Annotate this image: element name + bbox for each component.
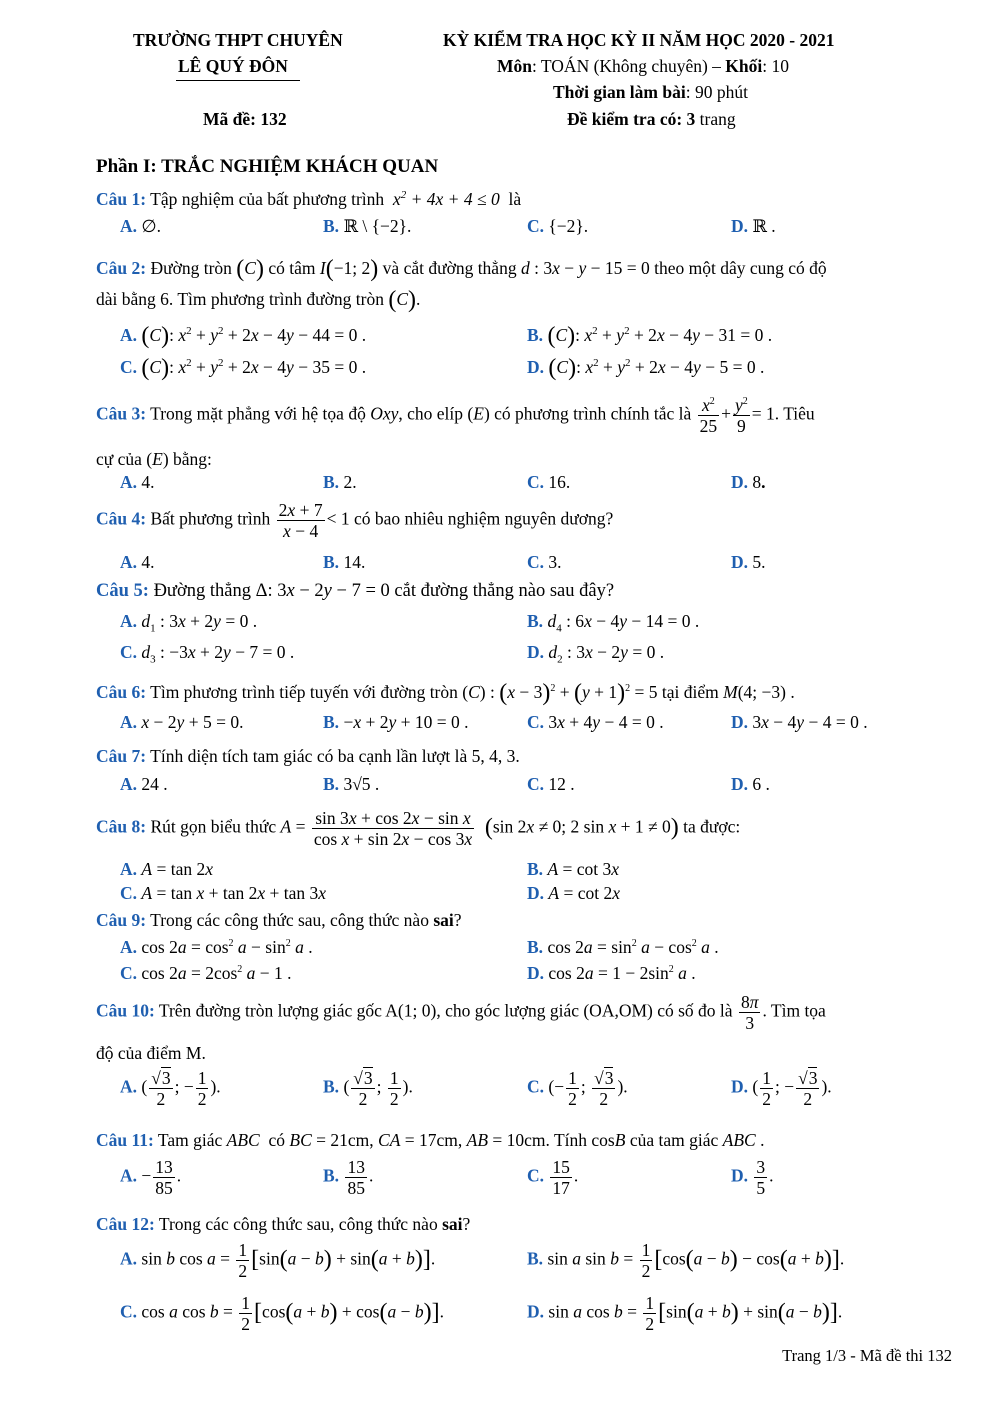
header-underline <box>176 80 300 81</box>
q2-option-c[interactable]: C. (C): $x^2 + y^2 + 2x - 4y - 35 = 0$ . <box>120 355 367 381</box>
school-name-line1: TRƯỜNG THPT CHUYÊN <box>133 30 343 50</box>
question-label: Câu 5: <box>96 581 149 601</box>
q9-option-c[interactable]: C. $\cos 2a = 2\cos^2$ a − 1 . <box>120 963 292 983</box>
q8-option-b[interactable]: B. A = cot 3x <box>527 859 620 879</box>
page-count <box>567 109 736 130</box>
question-label: Câu 6: <box>96 682 147 702</box>
page-count-label: Đề kiểm tra có: 3 <box>567 109 696 129</box>
question-label: Câu 2: <box>96 258 147 278</box>
q7-option-d[interactable]: D. 6 . <box>731 774 770 794</box>
question-5: Câu 5: Đường thẳng Δ: 3x − 2y − 7 = 0 cắt đường thẳng nào sau đây? <box>96 581 615 601</box>
question-tail: là <box>508 189 522 209</box>
q8-option-a[interactable]: A. A = tan 2x <box>120 859 213 879</box>
question-label: Câu 8: <box>96 816 147 837</box>
exam-code <box>203 109 287 130</box>
question-4: Câu 4: Bất phương trình $\frac{2x + 7}{x - 4}$ < 1 có bao nhiêu nghiệm nguyên dương? <box>96 500 614 542</box>
question-9: Câu 9: Trong các công thức sau, công thức nào sai? <box>96 910 462 930</box>
subject-line <box>497 56 789 77</box>
q5-option-a[interactable]: A. $d_1$ : 3x + 2y = 0 . <box>120 611 258 635</box>
q5-option-c[interactable]: C. $d_3$ : −3x + 2y − 7 = 0 . <box>120 642 295 666</box>
q7-option-b[interactable]: B. 3√5 . <box>323 774 380 794</box>
time-value: : 90 phút <box>685 82 748 102</box>
q3-option-c[interactable]: C. 16. <box>527 472 571 492</box>
question-6: Câu 6: Tìm phương trình tiếp tuyến với đường tròn (C) : $(x - 3)^2 + (y + 1)^2 = 5$ tại điểm M(4; −3) . <box>96 680 795 706</box>
exam-code-value: : 132 <box>250 109 287 129</box>
question-label: Câu 4: <box>96 508 147 529</box>
question-label: Câu 9: <box>96 910 147 930</box>
q3-option-b[interactable]: B. 2. <box>323 472 357 492</box>
exam-code-label: Mã đề <box>203 109 251 129</box>
q9-option-b[interactable]: B. $\cos 2a = \sin^2 a - \cos^2 a$ . <box>527 937 719 957</box>
q6-option-b[interactable]: B. −x + 2y + 10 = 0 . <box>323 712 469 732</box>
q2-option-b[interactable]: B. (C): $x^2 + y^2 + 2x - 4y - 31 = 0$ . <box>527 323 773 349</box>
question-2-cont: dài bằng 6. Tìm phương trình đường tròn (C). <box>96 287 421 313</box>
question-3: Câu 3: Trong mặt phẳng với hệ tọa độ Oxy, cho elíp (E) có phương trình chính tắc là $\frac{x^2}{25}$ + $\frac{y^2}{9}$ = 1. Tiêu <box>96 395 815 437</box>
time-label: Thời gian làm bài <box>553 82 686 102</box>
q11-option-a[interactable]: A. − $\frac{13}{85}$ . <box>120 1157 182 1199</box>
exam-title: KỲ KIỂM TRA HỌC KỲ II NĂM HỌC 2020 - 2021 <box>443 30 835 50</box>
question-label: Câu 12: <box>96 1214 155 1234</box>
time-line <box>553 82 748 103</box>
q2-option-d[interactable]: D. (C): $x^2 + y^2 + 2x - 4y - 5 = 0$ . <box>527 355 765 381</box>
q4-option-c[interactable]: C. 3. <box>527 552 562 572</box>
q11-option-c[interactable]: C. $\frac{15}{17}$ . <box>527 1157 579 1199</box>
school-name-line2: LÊ QUÝ ĐÔN <box>178 56 288 76</box>
question-10: Câu 10: Trên đường tròn lượng giác gốc A(1; 0), cho góc lượng giác (OA,OM) có số đo là $\frac{8\pi}{3}$ . Tìm tọa <box>96 992 826 1034</box>
question-label: Câu 1: <box>96 189 147 209</box>
q11-option-d[interactable]: D. $\frac{3}{5}$ . <box>731 1157 774 1199</box>
question-11: Câu 11: Tam giác ABC có BC = 21cm, CA = 17cm, AB = 10cm. Tính cosB của tam giác ABC . <box>96 1130 765 1150</box>
q6-option-d[interactable]: D. 3x − 4y − 4 = 0 . <box>731 712 868 732</box>
question-10-cont: độ của điểm M. <box>96 1043 206 1063</box>
q10-option-c[interactable]: C. (− $\frac{1}{2}$ ; $\frac{√3}{2}$ ). <box>527 1068 628 1110</box>
q7-option-a[interactable]: A. 24 . <box>120 774 168 794</box>
q9-option-a[interactable]: A. $\cos 2a = \cos^2 a - \sin^2 a$ . <box>120 937 313 957</box>
q9-option-d[interactable]: D. $\cos 2a = 1 - 2\sin^2$ a . <box>527 963 696 983</box>
q1-option-b[interactable]: B. ℝ \ {−2}. <box>323 216 412 236</box>
q12-option-d[interactable]: D. sin a cos b = $\frac{1}{2}$ [sin(a + b) + sin(a − b)]. <box>527 1293 843 1335</box>
question-label: Câu 11: <box>96 1130 154 1150</box>
question-7: Câu 7: Tính diện tích tam giác có ba cạnh lần lượt là 5, 4, 3. <box>96 746 520 766</box>
question-2: Câu 2: Đường tròn (C) có tâm I(−1; 2) và cắt đường thẳng d : 3x − y − 15 = 0 theo một dây cung có độ <box>96 256 827 282</box>
q4-option-b[interactable]: B. 14. <box>323 552 366 572</box>
question-text: Tập nghiệm của bất phương trình <box>150 189 385 209</box>
q11-option-b[interactable]: B. $\frac{13}{85}$ . <box>323 1157 374 1199</box>
q5-option-b[interactable]: B. $d_4$ : 6x − 4y − 14 = 0 . <box>527 611 700 635</box>
q10-option-a[interactable]: A. ( $\frac{√3}{2}$ ; − $\frac{1}{2}$ ). <box>120 1068 221 1110</box>
page-footer: Trang 1/3 - Mã đề thi 132 <box>782 1346 952 1365</box>
question-12: Câu 12: Trong các công thức sau, công thức nào sai? <box>96 1214 471 1234</box>
q12-option-c[interactable]: C. cos a cos b = $\frac{1}{2}$ [cos(a + b) + cos(a − b)]. <box>120 1293 444 1335</box>
q8-option-d[interactable]: D. A = cot 2x <box>527 883 620 903</box>
section-title: Phần I: TRẮC NGHIỆM KHÁCH QUAN <box>96 156 439 177</box>
q12-option-a[interactable]: A. sin b cos a = $\frac{1}{2}$ [sin(a − b) + sin(a + b)]. <box>120 1240 436 1282</box>
question-1: Câu 1: Tập nghiệm của bất phương trình $x^2 + 4x + 4 \le 0$ là <box>96 189 522 209</box>
q1-option-c[interactable]: C. {−2}. <box>527 216 589 236</box>
q3-option-d[interactable]: D. 8. <box>731 472 766 492</box>
q4-option-d[interactable]: D. 5. <box>731 552 766 572</box>
question-label: Câu 3: <box>96 403 147 424</box>
grade-label: Khối <box>725 56 763 76</box>
subject-label: Môn <box>497 56 532 76</box>
q6-option-a[interactable]: A. x − 2y + 5 = 0. <box>120 712 244 732</box>
q1-option-d[interactable]: D. ℝ . <box>731 216 776 236</box>
page-count-value: trang <box>695 109 736 129</box>
q1-option-a[interactable]: A. ∅. <box>120 216 162 236</box>
q2-option-a[interactable]: A. (C): $x^2 + y^2 + 2x - 4y - 44 = 0$ . <box>120 323 367 349</box>
q10-option-b[interactable]: B. ( $\frac{√3}{2}$ ; $\frac{1}{2}$ ). <box>323 1068 413 1110</box>
q4-option-a[interactable]: A. 4. <box>120 552 155 572</box>
q5-option-d[interactable]: D. $d_2$ : 3x − 2y = 0 . <box>527 642 665 666</box>
q8-option-c[interactable]: C. A = tan x + tan 2x + tan 3x <box>120 883 327 903</box>
q12-option-b[interactable]: B. sin a sin b = $\frac{1}{2}$ [cos(a − b) − cos(a + b)]. <box>527 1240 845 1282</box>
grade-value: : 10 <box>762 56 790 76</box>
question-label: Câu 7: <box>96 746 147 766</box>
q6-option-c[interactable]: C. 3x + 4y − 4 = 0 . <box>527 712 664 732</box>
q10-option-d[interactable]: D. ( $\frac{1}{2}$ ; − $\frac{√3}{2}$ ). <box>731 1068 832 1110</box>
question-3-cont: cự của (E) bằng: <box>96 449 212 469</box>
q3-option-a[interactable]: A. 4. <box>120 472 155 492</box>
q7-option-c[interactable]: C. 12 . <box>527 774 575 794</box>
question-label: Câu 10: <box>96 1000 155 1021</box>
question-8: Câu 8: Rút gọn biểu thức A = $\frac{\text{sin 3x + cos 2x − sin x}}{\text{cos x + sin 2x − cos 3x}}$ (sin 2x ≠ 0; 2 sin x + 1 ≠ 0) ta được: <box>96 808 741 850</box>
subject-value: : TOÁN (Không chuyên) – <box>532 56 726 76</box>
